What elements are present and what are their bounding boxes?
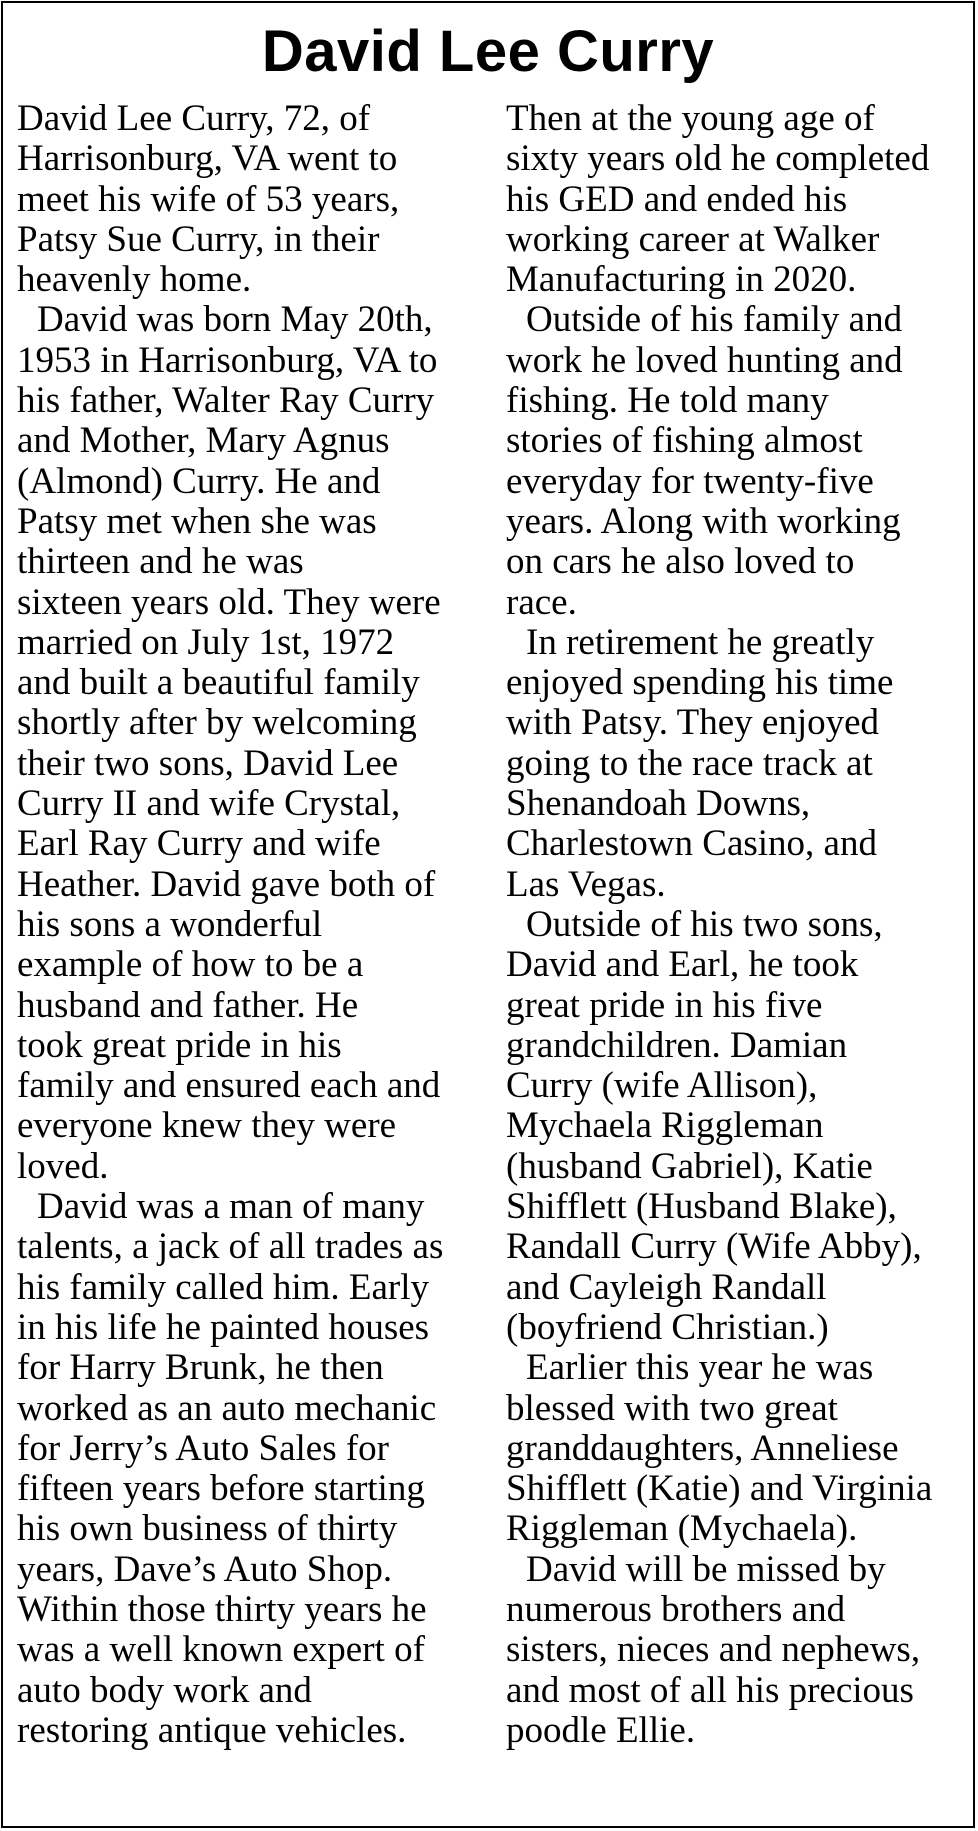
text-line: Outside of his two sons, <box>526 903 883 945</box>
text-line: fishing. He told many <box>506 380 829 422</box>
text-line: Las Vegas. <box>506 863 666 905</box>
text-line: David was a man of many <box>37 1186 425 1228</box>
text-line: Shifflett (Husband Blake), <box>506 1186 897 1228</box>
text-line: David and Earl, he took <box>506 944 859 986</box>
obituary-paragraph <box>506 1348 966 1549</box>
obituary-paragraph <box>506 1550 966 1751</box>
text-line: husband and father. He <box>17 984 359 1026</box>
text-line: sixteen years old. They were <box>17 581 441 623</box>
text-line: Curry II and wife Crystal, <box>17 783 401 825</box>
obituary-frame <box>1 1 975 1828</box>
obituary-paragraph <box>506 99 966 300</box>
text-line: Charlestown Casino, and <box>506 823 877 865</box>
obituary-title: David Lee Curry <box>261 19 715 84</box>
text-line: his father, Walter Ray Curry <box>17 380 435 422</box>
text-line: was a well known expert of <box>17 1629 425 1671</box>
text-line: In retirement he greatly <box>526 621 875 663</box>
text-line: thirteen and he was <box>17 541 304 583</box>
text-line: Randall Curry (Wife Abby), <box>506 1226 922 1268</box>
text-line: Then at the young age of <box>506 98 875 139</box>
text-line: and most of all his precious <box>506 1669 914 1711</box>
text-line: for Jerry’s Auto Sales for <box>17 1427 389 1469</box>
text-line: talents, a jack of all trades as <box>17 1226 444 1268</box>
text-line: and Cayleigh Randall <box>506 1266 827 1308</box>
text-line: David will be missed by <box>526 1548 886 1590</box>
text-line: auto body work and <box>17 1669 312 1711</box>
right-column <box>506 99 966 1751</box>
text-line: family and ensured each and <box>17 1065 441 1107</box>
text-line: 1953 in Harrisonburg, VA to <box>17 339 438 381</box>
text-line: granddaughters, Anneliese <box>506 1427 899 1469</box>
text-line: example of how to be a <box>17 944 364 986</box>
text-line: married on July 1st, 1972 <box>17 621 395 663</box>
text-line: great pride in his five <box>506 984 823 1026</box>
text-line: Earlier this year he was <box>526 1347 874 1389</box>
text-line: Outside of his family and <box>526 299 903 341</box>
text-line: Curry (wife Allison), <box>506 1065 818 1107</box>
text-line: loved. <box>17 1145 109 1187</box>
text-line: Shenandoah Downs, <box>506 783 811 825</box>
text-line: with Patsy. They enjoyed <box>506 702 880 744</box>
text-line: working career at Walker <box>506 218 880 260</box>
text-line: Mychaela Riggleman <box>506 1105 824 1147</box>
text-line: shortly after by welcoming <box>17 702 417 744</box>
text-line: years, Dave’s Auto Shop. <box>17 1548 393 1590</box>
text-line: heavenly home. <box>17 259 252 301</box>
text-line: on cars he also loved to <box>506 541 855 583</box>
text-line: enjoyed spending his time <box>506 662 894 704</box>
text-line: race. <box>506 581 577 623</box>
text-line: sixty years old he completed <box>506 138 930 180</box>
text-line: David was born May 20th, <box>37 299 433 341</box>
obituary-paragraph <box>17 1187 487 1751</box>
text-line: Harrisonburg, VA went to <box>17 138 398 180</box>
text-line: poodle Ellie. <box>506 1709 696 1751</box>
text-line: Patsy met when she was <box>17 500 377 542</box>
text-line: (Almond) Curry. He and <box>17 460 381 502</box>
text-line: work he loved hunting and <box>506 339 903 381</box>
text-line: numerous brothers and <box>506 1588 846 1630</box>
text-line: blessed with two great <box>506 1387 838 1429</box>
text-line: Patsy Sue Curry, in their <box>17 218 380 260</box>
obituary-paragraph <box>506 623 966 905</box>
text-line: sisters, nieces and nephews, <box>506 1629 921 1671</box>
obituary-paragraph <box>506 905 966 1348</box>
text-line: Shifflett (Katie) and Virginia <box>506 1468 933 1510</box>
text-line: Earl Ray Curry and wife <box>17 823 381 865</box>
text-line: in his life he painted houses <box>17 1306 430 1348</box>
text-line: and built a beautiful family <box>17 662 420 704</box>
text-line: everyone knew they were <box>17 1105 397 1147</box>
obituary-paragraph <box>17 99 487 300</box>
text-line: for Harry Brunk, he then <box>17 1347 384 1389</box>
text-line: his sons a wonderful <box>17 903 323 945</box>
obituary-paragraph <box>17 300 487 1187</box>
text-line: (husband Gabriel), Katie <box>506 1145 873 1187</box>
text-line: his family called him. Early <box>17 1266 430 1308</box>
text-line: stories of fishing almost <box>506 420 863 462</box>
left-column <box>17 99 487 1751</box>
text-line: took great pride in his <box>17 1024 342 1066</box>
text-line: (boyfriend Christian.) <box>506 1306 829 1348</box>
text-line: going to the race track at <box>506 742 873 784</box>
text-line: David Lee Curry, 72, of <box>17 98 371 139</box>
text-line: his GED and ended his <box>506 178 848 220</box>
text-line: meet his wife of 53 years, <box>17 178 400 220</box>
text-line: everyday for twenty-five <box>506 460 874 502</box>
text-line: years. Along with working <box>506 500 901 542</box>
text-line: restoring antique vehicles. <box>17 1709 407 1751</box>
text-line: fifteen years before starting <box>17 1468 425 1510</box>
text-line: his own business of thirty <box>17 1508 398 1550</box>
text-line: Heather. David gave both of <box>17 863 436 905</box>
obituary-paragraph <box>506 300 966 622</box>
text-line: worked as an auto mechanic <box>17 1387 437 1429</box>
text-line: Manufacturing in 2020. <box>506 259 857 301</box>
text-line: their two sons, David Lee <box>17 742 399 784</box>
text-line: Riggleman (Mychaela). <box>506 1508 858 1550</box>
text-line: Within those thirty years he <box>17 1588 427 1630</box>
text-line: grandchildren. Damian <box>506 1024 848 1066</box>
text-line: and Mother, Mary Agnus <box>17 420 390 462</box>
